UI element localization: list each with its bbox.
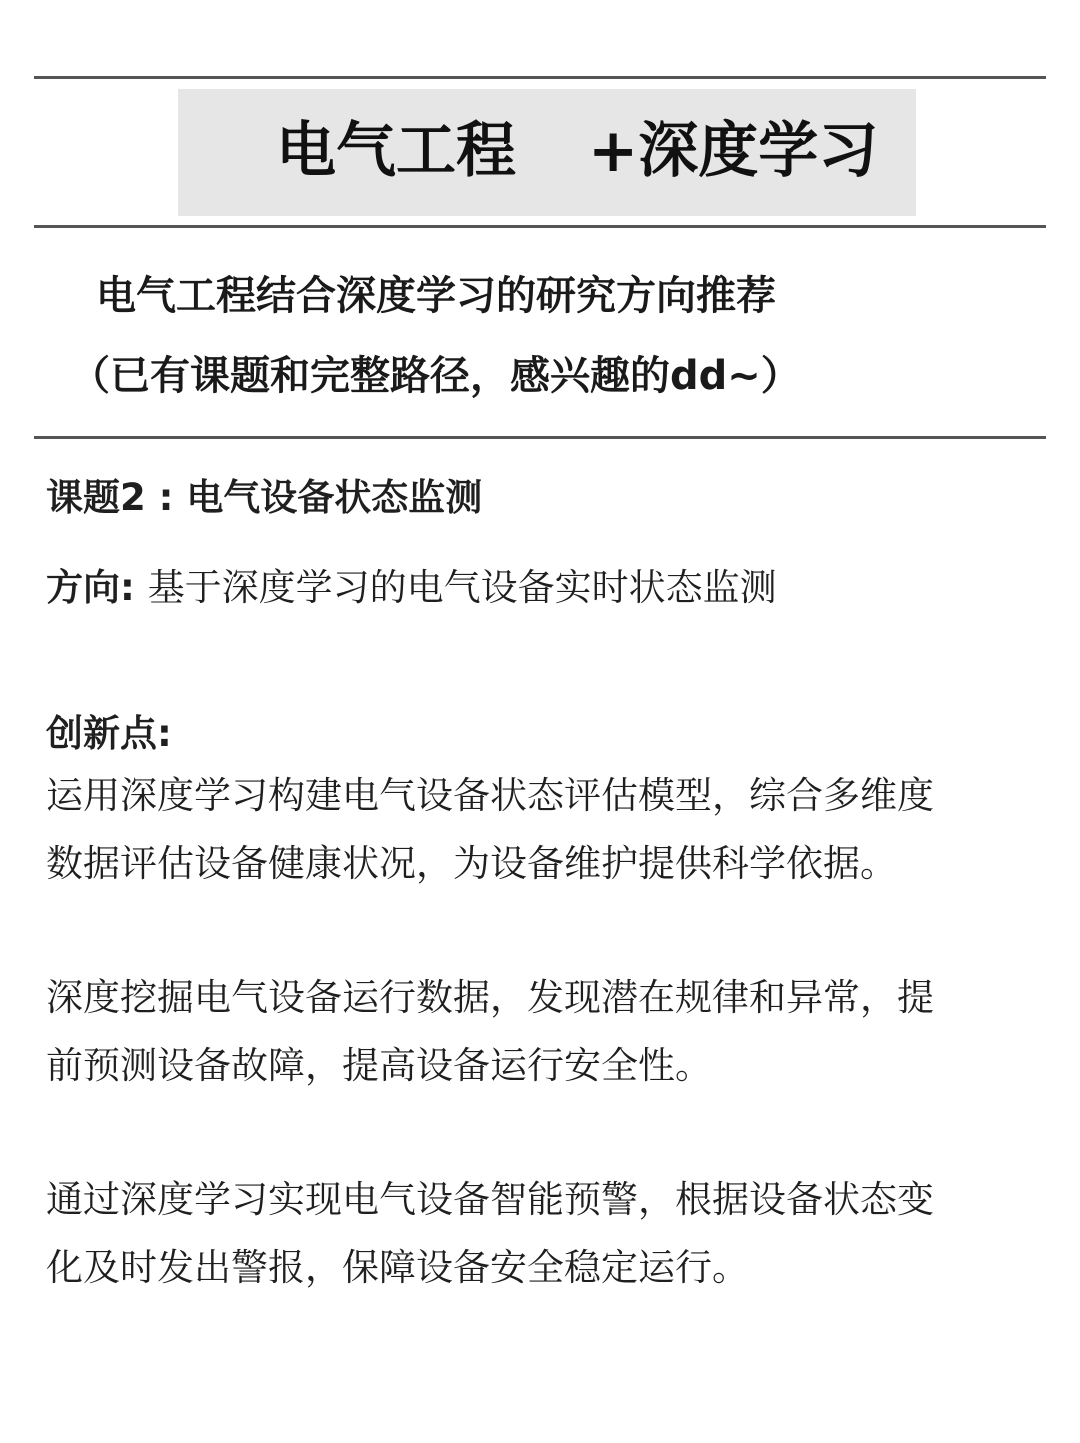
innovation-paragraph-1: [46, 762, 1036, 898]
topic-label: 课题2 :: [46, 476, 187, 519]
topic-line: [46, 474, 482, 522]
title-banner: [178, 89, 916, 216]
paragraph-line: 深度挖掘电气设备运行数据，发现潜在规律和异常，提: [46, 976, 934, 1019]
title-electrical-engineering: 电气工程: [276, 116, 516, 186]
paragraph-line: 前预测设备故障，提高设备运行安全性。: [46, 1044, 712, 1087]
title-deep-learning: +深度学习: [588, 116, 879, 186]
direction-value: 基于深度学习的电气设备实时状态监测: [147, 566, 777, 609]
top-divider: [34, 76, 1046, 79]
subtitle-line-1: 电气工程结合深度学习的研究方向推荐: [96, 273, 776, 319]
direction-line: [46, 564, 777, 612]
subtitle-line-2: （已有课题和完整路径，感兴趣的dd~）: [70, 353, 801, 399]
paragraph-line: 数据评估设备健康状况，为设备维护提供科学依据。: [46, 842, 897, 885]
innovation-heading: 创新点:: [46, 712, 172, 755]
section-divider: [34, 436, 1046, 439]
paragraph-line: 化及时发出警报，保障设备安全稳定运行。: [46, 1246, 749, 1289]
middle-divider: [34, 225, 1046, 228]
paragraph-line: 运用深度学习构建电气设备状态评估模型，综合多维度: [46, 774, 934, 817]
innovation-paragraph-2: [46, 964, 1036, 1100]
direction-label: 方向:: [46, 566, 148, 609]
topic-value: 电气设备状态监测: [186, 476, 483, 519]
innovation-paragraph-3: [46, 1166, 1036, 1302]
paragraph-line: 通过深度学习实现电气设备智能预警，根据设备状态变: [46, 1178, 934, 1221]
